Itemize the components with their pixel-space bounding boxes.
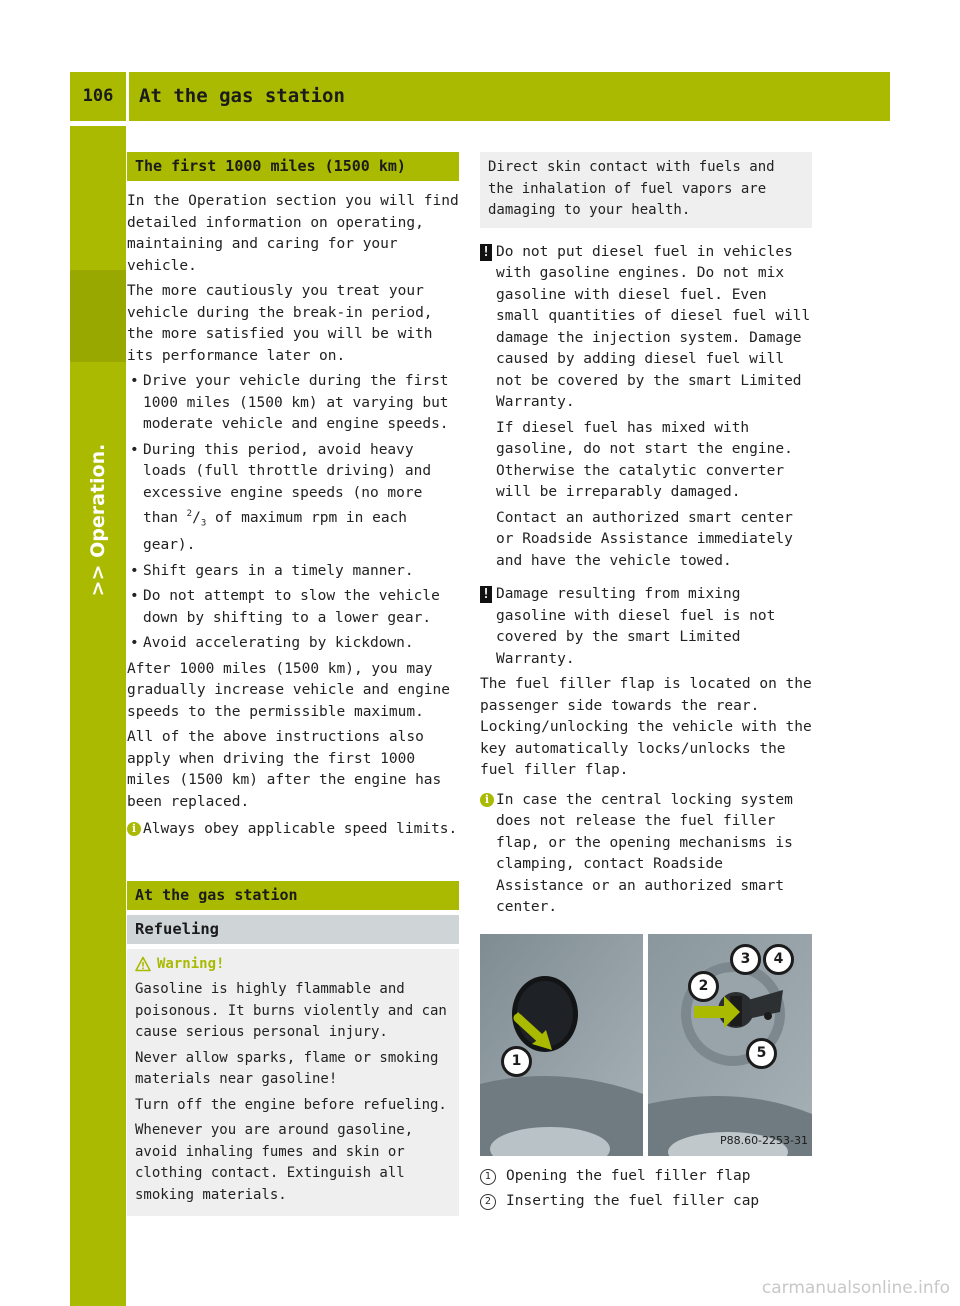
exclamation-icon: ! [480,586,492,603]
page-title: At the gas station [139,85,345,107]
list-item: • Shift gears in a timely manner. [127,561,459,583]
figure-code: P88.60-2253-31 [719,1134,808,1147]
caution-text: Do not put diesel fuel in vehicles with gasoline engines. Do not mix gasoline with diesel fuel. Even small quantities of diesel fuel will damage the injection system. Damage caused by adding diesel fuel will not be covered by the smart Limited Warranty. [496,243,811,410]
right-column [480,152,812,1217]
fraction-denominator: 3 [200,518,207,529]
callout-4: 4 [763,944,794,975]
info-icon: i [127,822,141,836]
fraction-numerator: 2 [186,509,193,519]
paragraph: The more cautiously you treat your vehicle during the break-in period, the more satisfied you will be with its performance later on. [127,283,433,364]
figure-panel-cap [648,934,812,1156]
legend-item [480,1166,812,1188]
info-icon: i [480,793,494,807]
warning-box-continued: Direct skin contact with fuels and the inhalation of fuel vapors are damaging to your health. [480,152,812,228]
figure-panel-flap [480,934,643,1156]
warning-text: Never allow sparks, flame or smoking materials near gasoline! [135,1049,439,1088]
caution-text: Damage resulting from mixing gasoline with diesel fuel is not covered by the smart Limited Warranty. [496,586,776,667]
legend-number: 2 [480,1194,496,1210]
warning-text: Whenever you are around gasoline, avoid inhaling fumes and skin or clothing contact. Extinguish all smoking materials. [135,1122,414,1203]
paragraph: All of the above instructions also apply when driving the first 1000 miles (1500 km) after the engine has been replaced. [127,729,442,810]
caution-text: Contact an authorized smart center or Roadside Assistance immediately and have the vehicle towed. [496,509,793,569]
info-note [480,790,812,919]
callout-5: 5 [746,1038,777,1069]
paragraph: In the Operation section you will find detailed information on operating, maintaining and caring for your vehicle. [127,193,459,274]
list-item: • Drive your vehicle during the first 1000 miles (1500 km) at varying but moderate vehicle and engine speeds. [127,371,459,436]
header-divider [126,72,129,121]
legend-item [480,1191,812,1213]
warning-title-text: Warning! [157,955,225,972]
info-note-text: In case the central locking system does not release the fuel filler flap, or the opening mechanisms is clamping, contact Roadside Assistance or an authorized smart center. [496,791,793,915]
legend-number: 1 [480,1169,496,1185]
warning-triangle-icon [135,956,151,972]
fuel-filler-figure [480,934,812,1156]
paragraph: The fuel filler flap is located on the passenger side towards the rear. Locking/unlocking the vehicle with the key automatically locks/unlocks the fuel filler flap. [480,676,812,778]
warning-title [135,954,451,976]
left-column [127,152,459,1216]
list-item: • During this period, avoid heavy loads (full throttle driving) and excessive engine speeds (no more than $^2/_3$ of maximum rpm in each gear). [127,440,459,557]
exclamation-icon: ! [480,244,492,261]
caution-text: If diesel fuel has mixed with gasoline, do not start the engine. Otherwise the catalytic converter will be irreparably damaged. [496,419,793,500]
warning-box [127,949,459,1217]
section-heading-break-in: The first 1000 miles (1500 km) [127,152,459,181]
callout-2: 2 [688,971,719,1002]
side-tab-marker [70,270,126,362]
legend-text: Inserting the fuel filler cap [506,1193,760,1209]
list-item-text: of maximum rpm in each gear). [143,509,408,554]
list-item-text: During this period, avoid heavy loads (full throttle driving) and excessive engine speeds (no more than [143,441,432,526]
section-heading-gas-station: At the gas station [127,881,459,910]
callout-1: 1 [501,1046,532,1077]
list-item: • Do not attempt to slow the vehicle down by shifting to a lower gear. [127,586,459,629]
subsection-heading-refueling: Refueling [127,915,459,944]
list-item: • Avoid accelerating by kickdown. [127,633,459,655]
paragraph: After 1000 miles (1500 km), you may gradually increase vehicle and engine speeds to the permissible maximum. [127,660,451,720]
side-tab-label: >> Operation. [87,443,109,597]
caution-note [480,584,812,670]
warning-text: Gasoline is highly flammable and poisonous. It burns violently and can cause serious personal injury. [135,981,447,1041]
callout-3: 3 [730,944,761,975]
info-note [127,819,459,841]
page-number: 106 [82,86,114,106]
caution-note [480,242,812,414]
legend-text: Opening the fuel filler flap [506,1167,751,1184]
fuel-flap-illustration [480,934,643,1156]
info-note-text: Always obey applicable speed limits. [143,821,458,838]
warning-text: Turn off the engine before refueling. [135,1096,447,1113]
watermark: carmanualsonline.info [761,1278,950,1298]
